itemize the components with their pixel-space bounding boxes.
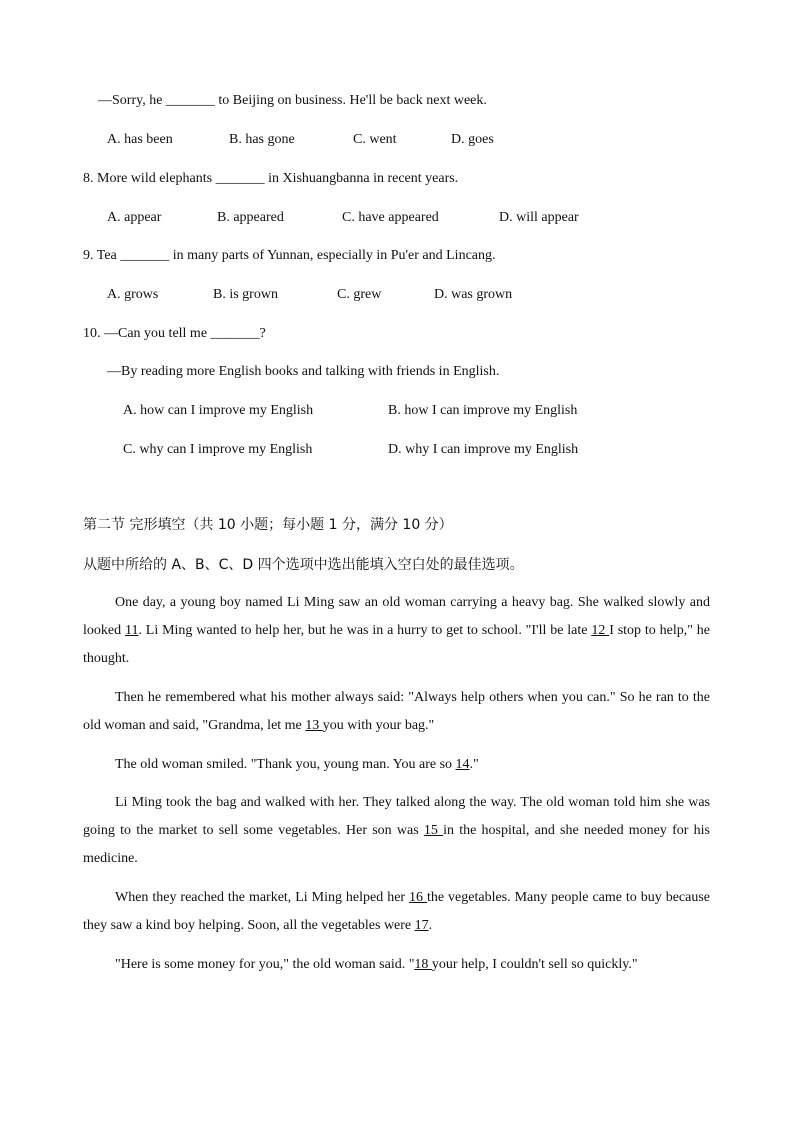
- passage-paragraph-4: [83, 789, 710, 873]
- q9-option-c: C. grew: [337, 287, 382, 302]
- p5-text-c: the vegetables. Many people came to buy because they saw a kind boy helping. Soon, all the vegetables were: [83, 890, 711, 933]
- passage-paragraph-3: [83, 751, 710, 779]
- q10-option-d: D. why I can improve my English: [388, 442, 579, 457]
- p1-text-c: . Li Ming wanted to help her, but he was in a hurry to get to school. "I'll be late: [138, 623, 592, 638]
- q10-stem: 10. —Can you tell me _______?: [83, 326, 266, 341]
- q8-option-b: B. appeared: [217, 210, 284, 225]
- blank-14: 14: [455, 757, 470, 772]
- q9-option-b: B. is grown: [213, 287, 278, 302]
- p2-text-a: Then he remembered what his mother always said: "Always help others when you can." So he ran to the old woman and said, "Grandma, let me: [83, 690, 710, 733]
- passage-paragraph-1: [83, 589, 710, 673]
- section2-instruction: 从题中所给的 A、B、C、D 四个选项中选出能填入空白处的最佳选项。: [83, 557, 524, 573]
- q7-option-b: B. has gone: [229, 132, 295, 147]
- passage-paragraph-6: [83, 951, 710, 979]
- p2-text-c: you with your bag.": [322, 718, 435, 733]
- q8-option-c: C. have appeared: [342, 210, 439, 225]
- p4-text-a: Li Ming took the bag and walked with her. They talked along the way. The old woman told him she was going to the market to sell some vegetables. Her son was: [83, 795, 710, 838]
- p6-text-a: "Here is some money for you," the old woman said. ": [115, 957, 415, 972]
- passage-paragraph-5: [83, 884, 710, 940]
- q7-option-d: D. goes: [451, 132, 494, 147]
- q9-option-d: D. was grown: [434, 287, 513, 302]
- q8-option-a: A. appear: [107, 210, 162, 225]
- blank-18: 18: [414, 957, 432, 972]
- p1-text-d: I stop to help," he thought.: [83, 623, 711, 666]
- q7-option-c: C. went: [353, 132, 397, 147]
- q9-option-a: A. grows: [107, 287, 159, 302]
- blank-13: 13: [305, 718, 323, 733]
- q8-option-d: D. will appear: [499, 210, 579, 225]
- q10-answer-line: —By reading more English books and talking with friends in English.: [107, 364, 500, 379]
- p6-text-c: your help, I couldn't sell so quickly.": [431, 957, 638, 972]
- blank-15: 15: [423, 823, 444, 838]
- q10-option-b: B. how I can improve my English: [388, 403, 578, 418]
- blank-12: 12: [591, 623, 610, 638]
- section2-title: 第二节 完形填空（共 10 小题；每小题 1 分，满分 10 分）: [83, 517, 453, 533]
- p3-text-c: .": [469, 757, 479, 772]
- p5-text-a: When they reached the market, Li Ming helped her: [115, 890, 410, 905]
- q8-stem: 8. More wild elephants _______ in Xishuangbanna in recent years.: [83, 171, 459, 186]
- p5-text-d: .: [428, 918, 433, 933]
- q10-option-c: C. why can I improve my English: [123, 442, 313, 457]
- p3-text-a: The old woman smiled. "Thank you, young man. You are so: [115, 757, 456, 772]
- q9-stem: 9. Tea _______ in many parts of Yunnan, especially in Pu'er and Lincang.: [83, 248, 496, 263]
- p1-text-a: One day, a young boy named Li Ming saw an old woman carrying a heavy bag. She walked slowly and looked: [83, 595, 710, 638]
- blank-11: 11: [124, 623, 139, 638]
- q7-answer-line: —Sorry, he _______ to Beijing on business. He'll be back next week.: [98, 93, 487, 108]
- q10-option-a: A. how can I improve my English: [123, 403, 314, 418]
- q7-option-a: A. has been: [107, 132, 173, 147]
- blank-16: 16: [409, 890, 427, 905]
- passage-paragraph-2: [83, 684, 710, 740]
- blank-17: 17: [414, 918, 429, 933]
- p4-text-c: in the hospital, and she needed money for his medicine.: [83, 823, 710, 866]
